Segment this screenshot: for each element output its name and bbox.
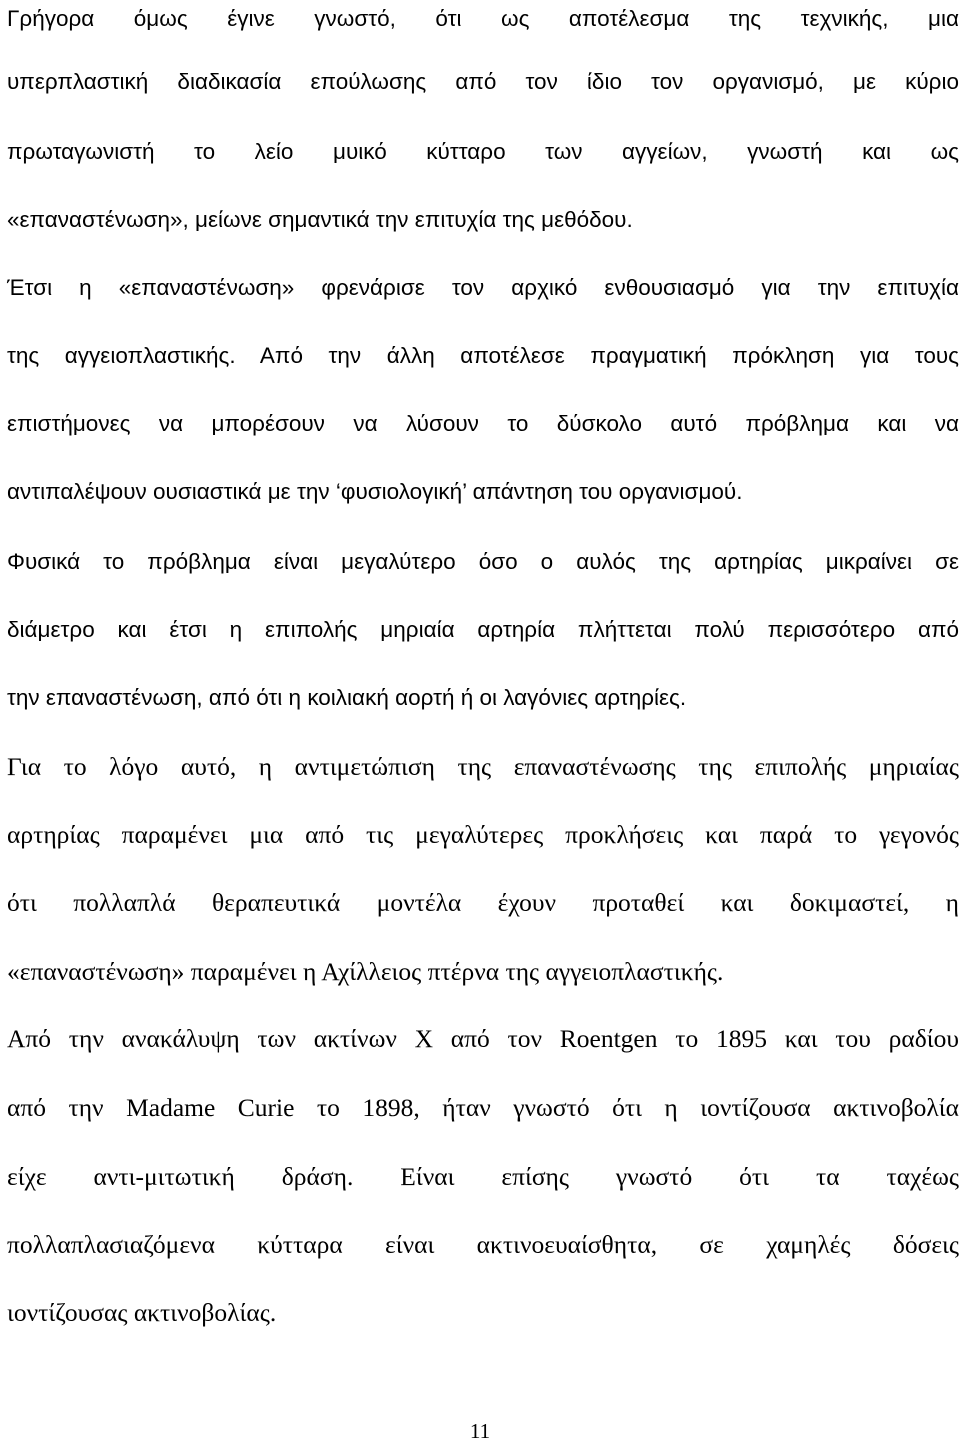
- text-line: Φυσικά το πρόβλημα είναι μεγαλύτερο όσο ο αυλός της αρτηρίας μικραίνει σε: [7, 549, 959, 574]
- text-line: υπερπλαστική διαδικασία επούλωσης από τον ίδιο τον οργανισμό, με κύριο: [7, 69, 959, 94]
- text-line: Για το λόγο αυτό, η αντιμετώπιση της επαναστένωσης της επιπολής μηριαίας: [7, 752, 959, 781]
- text-line: πρωταγωνιστή το λείο μυικό κύτταρο των αγγείων, γνωστή και ως: [7, 139, 959, 164]
- page-number: 11: [469, 1419, 491, 1443]
- text-line: είχε αντι-μιτωτική δράση. Είναι επίσης γνωστό ότι τα ταχέως: [7, 1162, 959, 1191]
- text-line: αρτηρίας παραμένει μια από τις μεγαλύτερες προκλήσεις και παρά το γεγονός: [7, 820, 959, 849]
- text-line: ότι πολλαπλά θεραπευτικά μοντέλα έχουν προταθεί και δοκιμαστεί, η: [7, 888, 959, 917]
- text-line: Γρήγορα όμως έγινε γνωστό, ότι ως αποτέλεσμα της τεχνικής, μια: [7, 6, 959, 31]
- text-line: πολλαπλασιαζόμενα κύτταρα είναι ακτινοευαίσθητα, σε χαμηλές δόσεις: [7, 1230, 959, 1259]
- text-line: διάμετρο και έτσι η επιπολής μηριαία αρτηρία πλήττεται πολύ περισσότερο από: [7, 617, 959, 642]
- text-line: Έτσι η «επαναστένωση» φρενάρισε τον αρχικό ενθουσιασμό για την επιτυχία: [7, 275, 959, 300]
- text-line: Από την ανακάλυψη των ακτίνων Χ από τον Roentgen το 1895 και του ραδίου: [7, 1024, 959, 1053]
- text-line: «επαναστένωση» παραμένει η Αχίλλειος πτέρνα της αγγειοπλαστικής.: [7, 957, 724, 986]
- text-line: της αγγειοπλαστικής. Από την άλλη αποτέλεσε πραγματική πρόκληση για τους: [7, 343, 959, 368]
- text-line: από την Madame Curie το 1898, ήταν γνωστό ότι η ιοντίζουσα ακτινοβολία: [7, 1093, 959, 1122]
- text-line: επιστήμονες να μπορέσουν να λύσουν το δύσκολο αυτό πρόβλημα και να: [7, 411, 959, 436]
- text-line: ιοντίζουσας ακτινοβολίας.: [7, 1298, 277, 1327]
- text-line: αντιπαλέψουν ουσιαστικά με την ‘φυσιολογική’ απάντηση του οργανισμού.: [7, 479, 743, 504]
- text-line: «επαναστένωση», μείωνε σημαντικά την επιτυχία της μεθόδου.: [7, 207, 633, 232]
- text-line: την επαναστένωση, από ότι η κοιλιακή αορτή ή οι λαγόνιες αρτηρίες.: [7, 685, 687, 710]
